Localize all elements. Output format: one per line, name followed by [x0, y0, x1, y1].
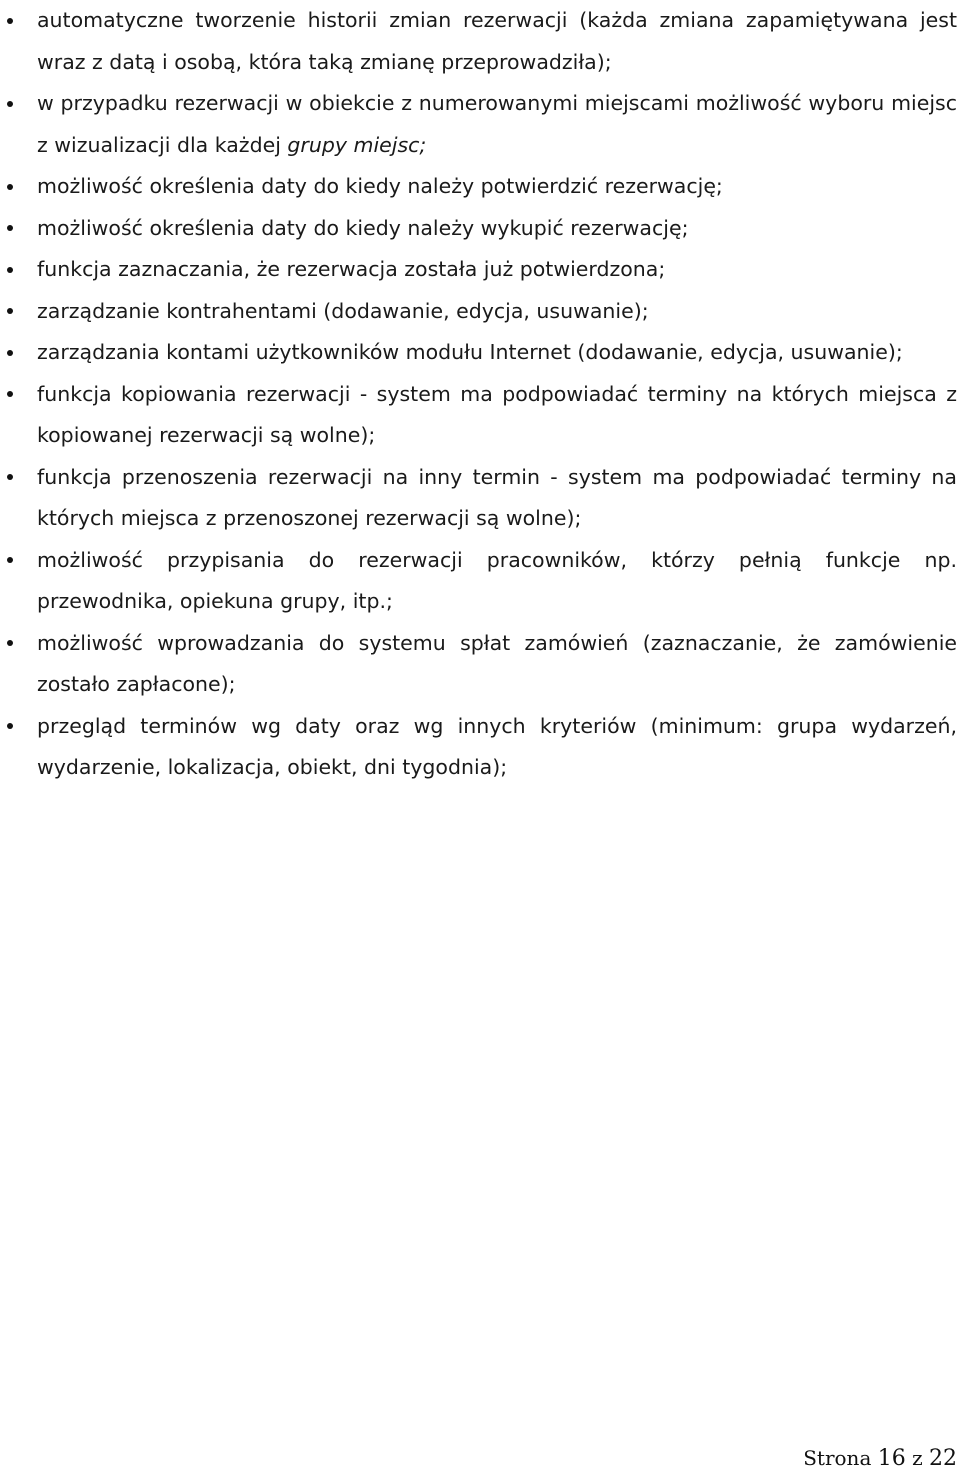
- list-item: [0, 249, 960, 291]
- list-item-text: funkcja zaznaczania, że rezerwacja została już potwierdzona;: [37, 257, 666, 281]
- page-label: Strona: [803, 1446, 872, 1470]
- list-item-text: przegląd terminów wg daty oraz wg innych kryteriów (minimum: grupa wydarzeń, wydarzenie, lokalizacja, obiekt, dni tygodnia);: [37, 713, 957, 779]
- bullet-icon: [0, 208, 20, 250]
- list-item: [0, 291, 960, 333]
- list-item-text: zarządzania kontami użytkowników modułu Internet (dodawanie, edycja, usuwanie);: [37, 340, 903, 364]
- bullet-icon: [0, 0, 20, 42]
- page-footer: [803, 1444, 957, 1473]
- list-item-text: możliwość przypisania do rezerwacji pracowników, którzy pełnią funkcje np. przewodnika, opiekuna grupy, itp.;: [37, 547, 957, 613]
- list-item-text: w przypadku rezerwacji w obiekcie z numerowanymi miejscami możliwość wyboru miejsc z wizualizacji dla każdej: [37, 91, 957, 157]
- list-item-text: możliwość określenia daty do kiedy należy wykupić rezerwację;: [37, 215, 689, 240]
- list-item-text: automatyczne tworzenie historii zmian rezerwacji (każda zmiana zapamiętywana jest wraz z datą i osobą, która taką zmianę przeprowadziła);: [37, 8, 957, 74]
- page-number: 16: [877, 1446, 906, 1471]
- list-item: [0, 332, 960, 374]
- list-item: [0, 457, 960, 540]
- list-item: [0, 208, 960, 250]
- list-item: [0, 0, 960, 83]
- list-item-text: funkcja kopiowania rezerwacji - system ma podpowiadać terminy na których miejsca z kopiowanej rezerwacji są wolne);: [37, 381, 957, 447]
- bullet-icon: [0, 291, 20, 333]
- bullet-icon: [0, 540, 20, 582]
- list-item: [0, 706, 960, 789]
- bullet-icon: [0, 623, 20, 665]
- page-separator: z: [912, 1446, 923, 1470]
- list-item-italic-text: grupy miejsc;: [287, 132, 427, 157]
- bullet-icon: [0, 249, 20, 291]
- list-item: [0, 83, 960, 166]
- list-item: [0, 166, 960, 208]
- bullet-icon: [0, 83, 20, 125]
- list-item: [0, 540, 960, 623]
- bullet-icon: [0, 166, 20, 208]
- list-item-text: możliwość określenia daty do kiedy należy potwierdzić rezerwację;: [37, 174, 723, 198]
- bullet-icon: [0, 457, 20, 499]
- list-item: [0, 623, 960, 706]
- page-total: 22: [929, 1446, 957, 1471]
- list-item-text: możliwość wprowadzania do systemu spłat zamówień (zaznaczanie, że zamówienie zostało zapłacone);: [37, 630, 957, 696]
- bullet-icon: [0, 374, 20, 416]
- list-item-text: funkcja przenoszenia rezerwacji na inny termin - system ma podpowiadać terminy na których miejsca z przenoszonej rezerwacji są wolne);: [37, 464, 957, 530]
- list-item: [0, 374, 960, 457]
- list-item-text: zarządzanie kontrahentami (dodawanie, edycja, usuwanie);: [37, 298, 649, 323]
- bullet-icon: [0, 332, 20, 374]
- bullet-icon: [0, 706, 20, 748]
